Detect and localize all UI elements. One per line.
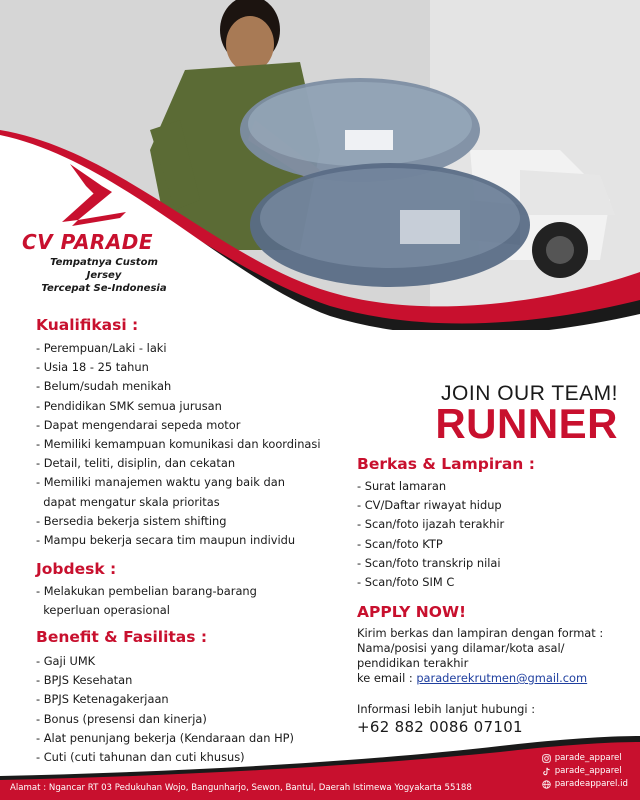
globe-icon bbox=[542, 780, 551, 789]
list-item: - Memiliki kemampuan komunikasi dan koordinasi bbox=[36, 437, 321, 452]
email-prefix: ke email : bbox=[357, 671, 417, 685]
list-item: - Alat penunjang bekerja (Kendaraan dan HP) bbox=[36, 730, 294, 745]
tiktok-icon bbox=[542, 767, 551, 776]
list-item: - Detail, teliti, disiplin, dan cekatan bbox=[36, 456, 236, 471]
list-item: - Dapat mengendarai sepeda motor bbox=[36, 417, 241, 432]
apply-line-1: Kirim berkas dan lampiran dengan format : bbox=[357, 626, 604, 640]
documents-title: Berkas & Lampiran : bbox=[357, 455, 535, 473]
email-link[interactable]: paraderekrutmen@gmail.com bbox=[416, 671, 588, 685]
apply-line-3: pendidikan terakhir bbox=[357, 656, 469, 670]
apply-line-2: Nama/posisi yang dilamar/kota asal/ bbox=[357, 641, 565, 655]
list-item: - Gaji UMK bbox=[36, 654, 96, 668]
website-url: paradeapparel.id bbox=[554, 779, 628, 789]
brand-name: CV PARADE bbox=[22, 230, 154, 254]
list-item: - Belum/sudah menikah bbox=[36, 379, 172, 394]
list-item: - Memiliki manajemen waktu yang baik dan bbox=[36, 475, 285, 490]
position-title: RUNNER bbox=[435, 400, 618, 447]
documents-list bbox=[357, 477, 504, 592]
list-item: - BPJS Ketenagakerjaan bbox=[36, 692, 169, 707]
list-item: - Scan/foto KTP bbox=[357, 536, 443, 551]
list-item: - Scan/foto SIM C bbox=[357, 575, 455, 590]
list-item: - CV/Daftar riwayat hidup bbox=[357, 498, 502, 513]
phone-number[interactable]: +62 882 0086 07101 bbox=[357, 718, 523, 736]
tiktok-link[interactable] bbox=[542, 765, 628, 778]
brand-tagline bbox=[34, 256, 174, 295]
instagram-link[interactable] bbox=[542, 752, 628, 765]
jobdesk-title: Jobdesk : bbox=[36, 560, 117, 578]
tagline-line-2: Tercepat Se-Indonesia bbox=[41, 283, 167, 294]
apply-email-row bbox=[357, 671, 627, 686]
instagram-icon bbox=[542, 754, 551, 763]
tiktok-handle: parade_apparel bbox=[554, 766, 622, 776]
apply-instructions bbox=[357, 626, 627, 686]
instagram-handle: parade_apparel bbox=[554, 753, 622, 763]
jobdesk-list bbox=[36, 582, 257, 620]
list-item: - Melakukan pembelian barang-barang bbox=[36, 584, 257, 598]
website-link[interactable] bbox=[542, 778, 628, 791]
list-item: - Scan/foto transkrip nilai bbox=[357, 555, 501, 570]
list-item: - Perempuan/Laki - laki bbox=[36, 341, 167, 355]
social-links bbox=[542, 752, 628, 791]
list-item: - Surat lamaran bbox=[357, 479, 447, 493]
benefits-title: Benefit & Fasilitas : bbox=[36, 628, 208, 646]
list-item: - Cuti (cuti tahunan dan cuti khusus) bbox=[36, 750, 245, 765]
list-item: - Pendidikan SMK semua jurusan bbox=[36, 398, 222, 413]
parade-logo-mark-icon bbox=[56, 160, 136, 230]
address: Alamat : Ngancar RT 03 Pedukuhan Wojo, Bangunharjo, Sewon, Bantul, Daerah Istimewa Yogyakarta 55188 bbox=[10, 783, 472, 793]
list-item: - BPJS Kesehatan bbox=[36, 673, 133, 688]
list-item: dapat mengatur skala prioritas bbox=[36, 494, 220, 509]
tagline-line-1: Tempatnya Custom Jersey bbox=[50, 257, 158, 281]
list-item: - Scan/foto ijazah terakhir bbox=[357, 517, 505, 532]
join-our-team-heading: JOIN OUR TEAM! bbox=[441, 382, 618, 405]
list-item: - Usia 18 - 25 tahun bbox=[36, 360, 149, 375]
qualifications-title: Kualifikasi : bbox=[36, 316, 139, 334]
list-item: - Bonus (presensi dan kinerja) bbox=[36, 711, 207, 726]
list-item: keperluan operasional bbox=[36, 603, 170, 618]
qualifications-list bbox=[36, 339, 321, 550]
list-item: - Mampu bekerja secara tim maupun individu bbox=[36, 533, 296, 548]
apply-now-title: APPLY NOW! bbox=[357, 603, 467, 621]
list-item: - Bersedia bekerja sistem shifting bbox=[36, 513, 227, 528]
contact-label: Informasi lebih lanjut hubungi : bbox=[357, 702, 536, 716]
